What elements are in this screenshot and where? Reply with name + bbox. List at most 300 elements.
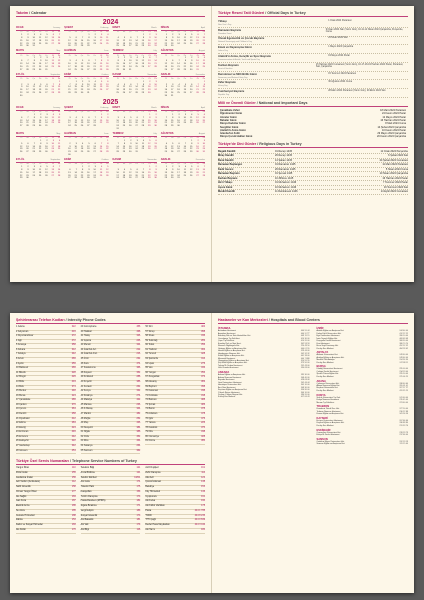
- day-number: 16: [68, 148, 71, 151]
- hospital-name: Antalya Eğitim ve Araştırma Hst.: [316, 356, 345, 359]
- day-number: 7: [27, 116, 29, 119]
- weekday-label: Cu: [93, 31, 96, 34]
- day-number: 15: [147, 171, 151, 174]
- day-number: 21: [135, 89, 138, 92]
- day-number: 12: [38, 86, 42, 89]
- day-number: 25: [80, 151, 84, 154]
- day-number: 10: [154, 36, 157, 39]
- service-name: Afet Acil: [145, 476, 154, 479]
- weekday-label: Sa: [26, 163, 29, 166]
- religious-day-date: 16 Haziran 2024 Pazar: [382, 176, 408, 180]
- day-number: 20: [51, 171, 54, 174]
- weekday-label: Pe: [38, 163, 42, 166]
- religious-day-hijri: 10 Muharrem 1446: [275, 185, 297, 189]
- day-number: 5: [191, 166, 193, 169]
- day-number: 12: [80, 119, 84, 122]
- hospital-name: Karşıyaka Devlet Hastanesi: [316, 340, 341, 343]
- month-name-tr: TEMMUZ: [112, 131, 124, 135]
- city-name: 58 Sivas: [145, 335, 155, 338]
- day-number: 28: [68, 92, 71, 95]
- hospital-name: Ankara Numune Hastanesi: [218, 376, 242, 379]
- hospital-name: Konya Numune Hastanesi: [316, 399, 340, 402]
- day-number: 13: [170, 63, 174, 66]
- day-grid: [113, 78, 157, 95]
- holiday-name: [218, 20, 328, 26]
- day-number: 21: [68, 89, 71, 92]
- day-number: 7: [203, 166, 205, 169]
- city-name: 33 Mersin: [80, 344, 91, 347]
- day-number: 26: [106, 174, 109, 177]
- day-number: 10: [177, 168, 180, 171]
- day-number: 18: [135, 63, 138, 66]
- day-number: 2: [69, 142, 71, 145]
- weekday-label: Pt: [68, 77, 71, 80]
- day-number: 30: [147, 92, 151, 95]
- weekday-label: Pt: [20, 137, 23, 140]
- day-number: 21: [202, 171, 205, 174]
- weekday-label: Ct: [196, 163, 199, 166]
- weekday-label: Pe: [38, 137, 42, 140]
- day-number: 27: [68, 177, 71, 180]
- day-number: 31: [32, 45, 35, 48]
- month-block: [113, 50, 157, 71]
- phone-code-row: [145, 440, 205, 445]
- national-days-list: [218, 109, 408, 139]
- hospital-name: Adana Numune Eğitim Hst.: [316, 384, 340, 387]
- day-number: 27: [93, 151, 96, 154]
- service-number: 159: [136, 490, 141, 493]
- day-number: 25: [57, 148, 61, 151]
- day-number: 2: [191, 57, 193, 60]
- phone-code: 436: [136, 422, 141, 425]
- hospital-phone: 311 15 00: [399, 443, 408, 446]
- day-number: 15: [202, 86, 205, 89]
- city-name: 17 Çanakkale: [16, 399, 31, 402]
- city-name: 3 Afyonkarahisar: [16, 335, 34, 338]
- city-name: 57 Sinop: [145, 330, 155, 333]
- day-number: 13: [154, 142, 157, 145]
- day-number: 23: [189, 65, 193, 68]
- service-name: Alo Kültür: [16, 528, 26, 531]
- day-number: 17: [32, 39, 35, 42]
- day-number: 6: [197, 166, 199, 169]
- service-number: 161: [201, 467, 205, 470]
- day-number: 17: [183, 119, 187, 122]
- weekday-label: Pt: [68, 54, 71, 57]
- day-number: 18: [202, 63, 205, 66]
- weekday-label: Sa: [26, 54, 29, 57]
- day-number: 6: [88, 60, 90, 63]
- hospital-phone: 295 50 00: [399, 373, 408, 376]
- phone-code: 380: [201, 440, 205, 443]
- day-number: 15: [99, 63, 103, 66]
- city-name: 26 Eskişehir: [16, 440, 29, 443]
- service-number: 186: [71, 505, 76, 508]
- city-name: 67 Zonguldak: [145, 376, 160, 379]
- city-name: 31 Hatay: [80, 335, 90, 338]
- service-name: Belediye: [145, 486, 155, 489]
- day-number: 9: [172, 168, 174, 171]
- day-number: 31: [45, 68, 48, 71]
- day-grid: [113, 31, 157, 48]
- day-number: 7: [59, 34, 61, 37]
- hospital-name: Göztepe Eğitim ve Araştırma Hst.: [218, 347, 247, 350]
- hospital-name: Memorial Hastanesi: [218, 357, 236, 360]
- day-number: 28: [26, 68, 29, 71]
- city-name: 5 Amasya: [16, 344, 27, 347]
- day-grid: [16, 137, 60, 154]
- day-number: 19: [68, 42, 71, 45]
- phone-codes-table: [16, 326, 205, 454]
- phone-code: 318: [201, 394, 205, 397]
- day-number: 16: [164, 89, 168, 92]
- day-number: 12: [99, 83, 103, 86]
- hospital-name: Medical Park Antalya: [316, 359, 335, 362]
- day-number: 31: [51, 151, 54, 154]
- city-name: 80 Osmaniye: [145, 435, 160, 438]
- day-number: 26: [183, 92, 187, 95]
- day-number: 24: [135, 148, 138, 151]
- day-number: 11: [122, 171, 126, 174]
- city-name: 12 Bingöl: [16, 376, 26, 379]
- day-number: 8: [100, 116, 103, 119]
- day-number: 11: [183, 168, 187, 171]
- service-number: 180: [201, 528, 205, 531]
- holiday-name-tr: Ulusal Egemenlik ve Çocuk Bayramı: [218, 37, 265, 41]
- holiday-name-en: National Sovereignty and Children's Day: [218, 41, 252, 44]
- year-heading: 2024: [102, 19, 119, 26]
- service-name: Orman Yangın İhbar: [16, 490, 37, 493]
- hospital-phone: 542 32 32: [300, 352, 310, 355]
- day-number: 17: [26, 89, 29, 92]
- day-number: 4: [75, 116, 77, 119]
- weekday-label: Pz: [154, 31, 157, 34]
- hospitals-list: [218, 326, 408, 446]
- weekday-label: Cu: [189, 77, 193, 80]
- weekday-label: Pt: [68, 163, 71, 166]
- month-name-en: January: [53, 106, 61, 109]
- weekday-label: Ct: [148, 163, 151, 166]
- day-number: 16: [189, 63, 193, 66]
- day-number: 12: [122, 39, 126, 42]
- day-number: 17: [135, 145, 138, 148]
- hospital-city: BURSA: [316, 365, 326, 369]
- day-number: 11: [74, 63, 77, 66]
- day-number: 23: [38, 65, 42, 68]
- day-number: 22: [57, 89, 61, 92]
- hospital-name: Erenköy Ruh ve Sinir Hast.: [218, 342, 242, 345]
- hospital-phone: 431 35 25: [399, 389, 408, 392]
- day-number: 19: [57, 63, 61, 66]
- day-number: 16: [147, 86, 151, 89]
- day-number: 30: [189, 68, 193, 71]
- day-number: 15: [99, 119, 103, 122]
- day-number: 7: [100, 142, 103, 145]
- hospital-phone: 207 66 66: [399, 419, 408, 422]
- day-grid: [64, 111, 108, 128]
- weekday-label: Sa: [74, 54, 77, 57]
- day-number: 2: [155, 113, 157, 116]
- day-number: 25: [38, 174, 42, 177]
- day-number: 5: [69, 36, 71, 39]
- day-number: 21: [57, 39, 61, 42]
- month-name-tr: MART: [112, 105, 120, 109]
- day-number: 1: [165, 34, 168, 37]
- day-number: 10: [26, 86, 29, 89]
- day-number: 17: [51, 145, 54, 148]
- day-number: 14: [57, 168, 61, 171]
- hospital-phone: 414 20 00: [300, 340, 310, 343]
- holiday-name-tr: Kurban Bayramı: [218, 63, 239, 67]
- day-number: 28: [57, 42, 61, 45]
- national-days-title: Milli ve Önemli Günler / National and Important Days: [218, 101, 408, 107]
- day-number: 29: [141, 45, 145, 48]
- day-number: 30: [122, 68, 126, 71]
- weekday-label: Pt: [165, 110, 168, 113]
- day-number: 2: [27, 166, 29, 169]
- day-number: 2: [27, 34, 29, 37]
- phone-code: 224: [71, 394, 76, 397]
- day-number: 6: [130, 36, 132, 39]
- day-number: 27: [147, 65, 151, 68]
- service-number: 118: [136, 528, 141, 531]
- hospital-phone: 225 06 25: [399, 375, 408, 378]
- hospital-row: [317, 362, 409, 364]
- weekday-label: Sa: [122, 77, 126, 80]
- national-day-date: 12 Mayıs 2024 Pazar: [382, 115, 406, 119]
- holiday-name-en: New Year's Day: [218, 23, 232, 26]
- phone-code: 386: [136, 380, 141, 383]
- hospital-phone: 412 22 22: [399, 332, 408, 335]
- day-number: 9: [130, 142, 132, 145]
- day-number: 11: [51, 116, 54, 119]
- phone-code: 368: [201, 330, 205, 333]
- day-number: 28: [93, 68, 96, 71]
- weekday-label: Ça: [80, 137, 84, 140]
- city-name: 11 Bilecik: [16, 371, 26, 374]
- day-number: 11: [74, 119, 77, 122]
- day-number: 23: [164, 92, 168, 95]
- religious-day-name: Mevlid Kandili: [218, 190, 235, 194]
- phone-codes-column: [145, 326, 205, 454]
- day-number: 21: [26, 65, 29, 68]
- religious-day-date: 5 Nisan 2024 Cuma: [385, 167, 408, 171]
- day-number: 29: [147, 177, 151, 180]
- day-number: 31: [93, 177, 96, 180]
- service-number: 146: [201, 490, 205, 493]
- day-number: 5: [46, 34, 48, 37]
- day-number: 13: [147, 60, 151, 63]
- weekday-label: Pe: [183, 31, 187, 34]
- day-number: 27: [87, 68, 90, 71]
- phone-code: 284: [71, 422, 76, 425]
- city-name: 1 Adana: [16, 326, 25, 328]
- weekday-label: Pe: [183, 110, 187, 113]
- day-number: 8: [21, 36, 23, 39]
- day-number: 4: [40, 166, 42, 169]
- day-number: 24: [202, 148, 205, 151]
- day-number: 8: [107, 142, 109, 145]
- month-block: [113, 74, 157, 98]
- weekday-label: Ça: [177, 77, 180, 80]
- day-number: 14: [80, 39, 84, 42]
- hospital-name: Gazi Üniversitesi Hastanesi: [218, 381, 242, 384]
- hospital-name: Karadeniz Teknik Ünv. Hst.: [316, 408, 340, 411]
- holiday-name-en: Commemoration of Atatürk, Youth and Sports Day: [218, 59, 260, 62]
- day-number: 28: [74, 177, 77, 180]
- phone-code: 262: [136, 385, 141, 388]
- service-number: 190: [201, 500, 205, 503]
- day-number: 28: [135, 45, 138, 48]
- day-number: 3: [178, 166, 180, 169]
- weekday-label: Ct: [52, 137, 54, 140]
- day-number: 8: [75, 83, 77, 86]
- day-grid: [16, 31, 60, 48]
- hospital-name: Cerrahpaşa Tıp Fakültesi: [218, 337, 240, 340]
- city-name: 9 Aydın: [16, 362, 24, 365]
- calendar-title: Takvim / Calendar: [16, 11, 205, 17]
- hospital-phone: 327 27 27: [399, 387, 408, 390]
- day-number: 4: [94, 80, 96, 83]
- holiday-date: 15 Temmuz 2024 Pazartesi: [328, 72, 356, 75]
- phone-code: 352: [136, 371, 141, 374]
- national-day-date: 10 Kasım 2024 Pazar: [381, 128, 406, 132]
- day-number: 16: [26, 171, 29, 174]
- day-grid: [16, 78, 60, 98]
- day-number: 13: [51, 36, 54, 39]
- day-number: 14: [57, 36, 61, 39]
- day-number: 8: [149, 116, 151, 119]
- weekday-label: Ça: [129, 77, 132, 80]
- hospital-phone: 252 43 00: [300, 364, 310, 367]
- day-number: 24: [177, 174, 180, 177]
- day-number: 15: [189, 145, 193, 148]
- weekday-label: Ça: [129, 54, 132, 57]
- day-number: 11: [106, 36, 109, 39]
- phone-code-row: [81, 450, 141, 455]
- city-name: 61 Trabzon: [145, 348, 157, 351]
- weekday-label: Ct: [196, 31, 199, 34]
- phone-code: 472: [71, 339, 76, 342]
- month-name-tr: ŞUBAT: [64, 105, 73, 109]
- religious-day-date: 14 Eylül 2024 Cumartesi: [380, 190, 408, 194]
- hospital-phone: 377 50 00: [399, 408, 408, 411]
- day-number: 20: [87, 122, 90, 125]
- month-name-tr: ARALIK: [160, 72, 171, 76]
- day-number: 12: [129, 171, 132, 174]
- day-number: 25: [74, 125, 77, 128]
- holiday-name-tr: Cumhuriyet Bayramı: [218, 90, 245, 94]
- service-number: 185: [71, 509, 76, 512]
- day-number: 5: [81, 116, 84, 119]
- day-number: 9: [178, 116, 180, 119]
- weekday-label: Cu: [189, 137, 193, 140]
- day-number: 12: [129, 119, 132, 122]
- day-number: 11: [32, 86, 35, 89]
- day-number: 20: [106, 86, 109, 89]
- national-day-name: Öğretmenler Günü: [220, 112, 243, 116]
- day-number: 10: [32, 168, 35, 171]
- service-number: 187: [71, 500, 76, 503]
- day-number: 1: [21, 34, 23, 37]
- day-number: 8: [117, 60, 119, 63]
- holiday-name: [218, 64, 316, 70]
- day-number: 16: [154, 119, 157, 122]
- day-number: 12: [19, 145, 23, 148]
- hospital-name: Selçuk Üniversitesi Tıp Fak.: [316, 396, 341, 399]
- weekday-label: Sa: [122, 54, 126, 57]
- phone-code: 388: [136, 431, 141, 434]
- service-numbers-column: [145, 467, 205, 534]
- day-number: 29: [141, 92, 145, 95]
- months-grid: [16, 107, 205, 181]
- weekday-label: Ct: [148, 110, 151, 113]
- national-day-name: Babalar Günü: [220, 118, 237, 122]
- weekday-label: Ct: [148, 54, 151, 57]
- holiday-name: [218, 37, 328, 43]
- day-number: 24: [87, 89, 90, 92]
- day-number: 2: [107, 57, 109, 60]
- calendar-page: [10, 6, 212, 282]
- weekday-label: Sa: [26, 31, 29, 34]
- day-number: 4: [52, 113, 54, 116]
- phone-code: 354: [201, 371, 205, 374]
- day-number: 30: [177, 125, 180, 128]
- day-number: 12: [141, 60, 145, 63]
- month-name-en: October: [101, 73, 109, 76]
- day-number: 23: [147, 89, 151, 92]
- day-number: 10: [32, 36, 35, 39]
- phone-code: 456: [136, 326, 141, 328]
- day-number: 10: [45, 60, 48, 63]
- day-number: 5: [107, 166, 109, 169]
- weekday-label: Pe: [87, 110, 90, 113]
- year-heading: 2025: [102, 98, 119, 106]
- hospital-phone: 249 44 00: [399, 356, 408, 359]
- weekday-label: Pe: [38, 31, 42, 34]
- day-number: 27: [51, 42, 54, 45]
- weekday-label: Cu: [189, 54, 193, 57]
- day-number: 25: [99, 174, 103, 177]
- hospital-name: Kartal Eğitim ve Araştırma Hst.: [218, 355, 245, 358]
- month-name-tr: MAYIS: [16, 49, 24, 53]
- day-number: 5: [165, 60, 168, 63]
- day-number: 25: [202, 65, 205, 68]
- day-number: 6: [172, 60, 174, 63]
- day-number: 5: [59, 113, 61, 116]
- month-name-en: September: [50, 73, 61, 76]
- day-number: 28: [93, 125, 96, 128]
- weekday-label: Pt: [20, 163, 23, 166]
- hospital-phone: 244 44 44: [399, 330, 408, 333]
- day-number: 10: [196, 60, 199, 63]
- weekday-label: Pe: [183, 163, 187, 166]
- day-number: 1: [40, 139, 42, 142]
- day-number: 30: [38, 68, 42, 71]
- day-number: 27: [202, 122, 205, 125]
- national-day-date: 14 Şubat 2024 Çarşamba: [377, 125, 406, 129]
- day-number: 6: [75, 36, 77, 39]
- day-number: 28: [196, 92, 199, 95]
- day-number: 12: [170, 145, 174, 148]
- day-number: 7: [94, 116, 96, 119]
- phone-code: 488: [201, 399, 205, 402]
- day-number: 24: [45, 65, 48, 68]
- month-name-tr: ARALIK: [160, 158, 171, 162]
- weekday-label: Pt: [117, 163, 119, 166]
- day-number: 23: [170, 42, 174, 45]
- hospital-phone: 306 10 00: [300, 391, 310, 394]
